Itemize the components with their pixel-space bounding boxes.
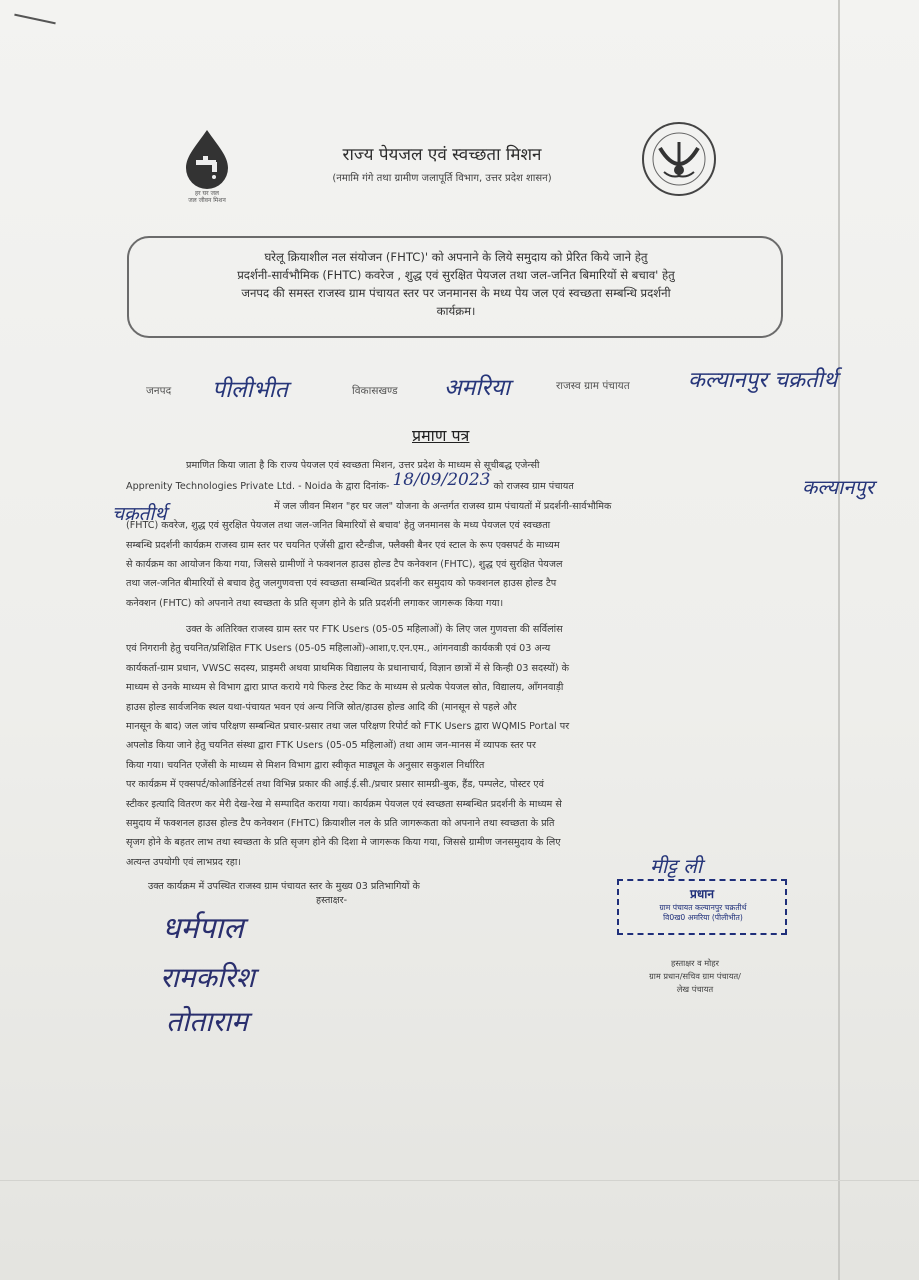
para1-line-agency: [126, 470, 814, 496]
pen-mark: [14, 14, 55, 25]
department-subtitle: (नमामि गंगे तथा ग्रामीण जलापूर्ति विभाग, उत्तर प्रदेश शासन): [332, 173, 552, 184]
program-line: घरेलू क्रियाशील नल संयोजन (FHTC)' को अपनाने के लिये समुदाय को प्रेरित किये जाने हेतु: [264, 250, 648, 264]
gram-panchayat-value: कल्यानपुर चक्रतीर्थ: [688, 368, 838, 393]
certificate-paragraph-1: [126, 456, 814, 613]
har-ghar-jal-logo: [172, 128, 242, 208]
para3-line: उक्त कार्यक्रम में उपस्थित राजस्व ग्राम पंचायत स्तर के मुख्य 03 प्रतिभागियों के: [148, 881, 420, 892]
caption-line: हस्ताक्षर व मोहर: [670, 958, 719, 968]
pradhan-signature: मीट्ट ली: [650, 854, 703, 878]
handwritten-gp-1: कल्यानपुर: [802, 475, 874, 499]
para2-line: समुदाय में फक्शनल हाउस होल्ड टैप कनेक्शन (FHTC) क्रियाशील नल के प्रति जागरूकता को अपनाने तथा स्वच्छता के प्रति: [126, 818, 555, 830]
para1-line: कनेक्शन (FHTC) को अपनाने तथा स्वच्छता के प्रति सृजग होने के प्रति प्रदर्शनी लगाकर जागरूक किया गया।: [126, 597, 504, 609]
certificate-paragraph-2: [126, 620, 814, 872]
para1-line: तथा जल-जनित बीमारियों से बचाव हेतु जलगुणवत्ता एवं स्वच्छता सम्बन्धित प्रदर्शनी कर समुदाय को फक्शनल हाउस होल्ड टैप: [126, 578, 557, 590]
agency-text-tail: को राजस्व ग्राम पंचायत: [493, 481, 574, 493]
pradhan-stamp: [617, 879, 787, 935]
page-edge-right: [838, 0, 840, 1280]
para2-line: माध्यम से उनके माध्यम से विभाग द्वारा प्राप्त कराये गये फिल्ड टेस्ट किट के माध्यम से प्रत्येक पेयजल स्रोत, विद्यालय, आँगनवाड़ी: [126, 682, 564, 694]
para1-line: सम्बन्धि प्रदर्शनी कार्यक्रम राजस्व ग्राम स्तर पर चयनित एजेंसी द्वारा स्टैन्डीज, फ्लैक्सी बैनर एवं स्टाल के रूप एक्सपर्ट के माध्यम: [126, 539, 560, 551]
stamp-panchayat: ग्राम पंचायत कल्यानपुर चक्रतीर्थ: [659, 903, 747, 912]
stamp-block: वि0ख0 अमरिया (पीलीभीत): [663, 913, 743, 922]
para2-line: पर कार्यक्रम में एक्सपर्ट/कोआर्डिनेटर्स तथा विभिन्न प्रकार की आई.ई.सी./प्रचार प्रसार सामग्री-बुक, हैंड, पम्पलेट, पोस्टर एवं: [126, 779, 544, 791]
para2-line: सृजग होने के बहतर लाभ तथा स्वच्छता के प्रति सृजग होने की दिशा मे जागरूक किया गया, जिससे ग्रामीण जनसमुदाय के लिए: [126, 837, 561, 849]
para2-line: हाउस होल्ड सार्वजनिक स्थल यथा-पंचायत भवन एवं अन्य निजि स्रोत/हाउस होल्ड आदि की (मानसून से पहले और: [126, 701, 517, 713]
para2-line: एवं निगरानी हेतु चयनित/प्रशिक्षित FTK Users (05-05 महिलाओं)-आशा,ए.एन.एम., आंगनवाडी कार्यकत्री एवं 03 अन्य: [126, 643, 551, 655]
para1-line: (FHTC) कवरेज, शुद्ध एवं सुरक्षित पेयजल तथा जल-जनित बिमारियों से बचाव' हेतु जनमानस के मध्य पेयजल एवं स्वच्छता: [126, 520, 551, 532]
handwritten-gp-2: चक्रतीर्थ: [112, 503, 167, 525]
program-description: [144, 248, 768, 320]
signature-caption: [590, 957, 800, 996]
caption-line: ग्राम प्रधान/सचिव ग्राम पंचायत/: [649, 971, 741, 981]
page-edge-bottom: [0, 1180, 919, 1181]
para2-line: उक्त के अतिरिक्त राजस्व ग्राम स्तर पर FTK Users (05-05 महिलाओं) के लिए जल गुणवत्ता की सर्विलांस: [186, 624, 563, 635]
para1-line: से कार्यक्रम का आयोजन किया गया, जिससे ग्रामीणों ने फक्शनल हाउस होल्ड टैप कनेक्शन (FHTC), शुद्ध एवं सुरक्षित पेयजल: [126, 559, 563, 571]
caption-line: लेख पंचायत: [676, 984, 714, 994]
district-label: जनपद: [146, 385, 172, 397]
up-government-seal: [638, 118, 720, 200]
program-line: कार्यक्रम।: [436, 304, 476, 318]
block-value: अमरिया: [444, 375, 510, 401]
participant-signature-2: रामकरिश: [160, 961, 255, 994]
program-line: जनपद की समस्त राजस्व ग्राम पंचायत स्तर पर जनमानस के मध्य पेय जल एवं स्वच्छता सम्बन्धि प्रदर्शनी: [241, 286, 671, 300]
para3-line: हस्ताक्षर-: [316, 895, 348, 906]
state-emblem-icon: [638, 118, 720, 200]
para2-line: अत्यन्त उपयोगी एवं लाभप्रद रहा।: [126, 856, 242, 868]
block-label: विकासखण्ड: [352, 385, 398, 397]
para2-line: किया गया। चयनित एजेंसी के माध्यम से मिशन विभाग द्वारा स्वीकृत माड्यूल के अनुसार सकुशल निर्धारित: [126, 759, 485, 771]
logo-text-line-2: जल जीवन मिशन: [188, 197, 226, 204]
stamp-designation: प्रधान: [690, 887, 714, 901]
para1-line: प्रमाणित किया जाता है कि राज्य पेयजल एवं स्वच्छता मिशन, उत्तर प्रदेश के माध्यम से सूचीबद्ध एजेन्सी: [186, 460, 540, 471]
handwritten-date: 18/09/2023: [392, 470, 491, 491]
para2-line: कार्यकर्ता-ग्राम प्रधान, VWSC सदस्य, प्राइमरी अथवा प्राथमिक विद्यालय के प्रधानाचार्य, विज्ञान छात्रों में से किन्ही 03 सदस्यों) के: [126, 662, 569, 674]
para2-line: मानसून के बाद) जल जांच परिक्षण सम्बन्धित प्रचार-प्रसार तथा जल परिक्षण रिपोर्ट को FTK Users द्वारा WQMIS Portal पर: [126, 721, 570, 733]
participant-signature-1: धर्मपाल: [162, 911, 244, 946]
logo-text-line-1: हर घर जल: [195, 190, 219, 197]
participants-heading: [126, 880, 566, 908]
certificate-title: प्रमाण पत्र: [412, 426, 470, 445]
agency-text: Apprenity Technologies Private Ltd. - Noida के द्वारा दिनांक-: [126, 481, 390, 493]
participant-signature-3: तोताराम: [166, 1005, 248, 1038]
program-line: प्रदर्शनी-सार्वभौमिक (FHTC) कवरेज , शुद्ध एवं सुरक्षित पेयजल तथा जल-जनित बिमारियों से बचाव' हेतु: [237, 268, 675, 282]
gram-panchayat-label: राजस्व ग्राम पंचायत: [556, 380, 630, 392]
mission-title: राज्य पेयजल एवं स्वच्छता मिशन: [342, 145, 542, 165]
para1-line: में जल जीवन मिशन "हर घर जल" योजना के अन्तर्गत राजस्व ग्राम पंचायतों में प्रदर्शनी-सार्वभौमिक: [274, 500, 612, 512]
district-value: पीलीभीत: [212, 377, 288, 403]
para2-line: अपलोड किया जाने हेतु चयनित संस्था द्वारा FTK Users (05-05 महिलाओं) तथा आम जन-मानस में व्यापक स्तर पर: [126, 740, 536, 752]
para2-line: स्टीकर इत्यादि वितरण कर मेरी देख-रेख मे सम्पादित कराया गया। कार्यक्रम पेयजल एवं स्वच्छता सम्बन्धित प्रदर्शनी के माध्यम से: [126, 798, 562, 810]
stamp-details: [623, 903, 783, 923]
